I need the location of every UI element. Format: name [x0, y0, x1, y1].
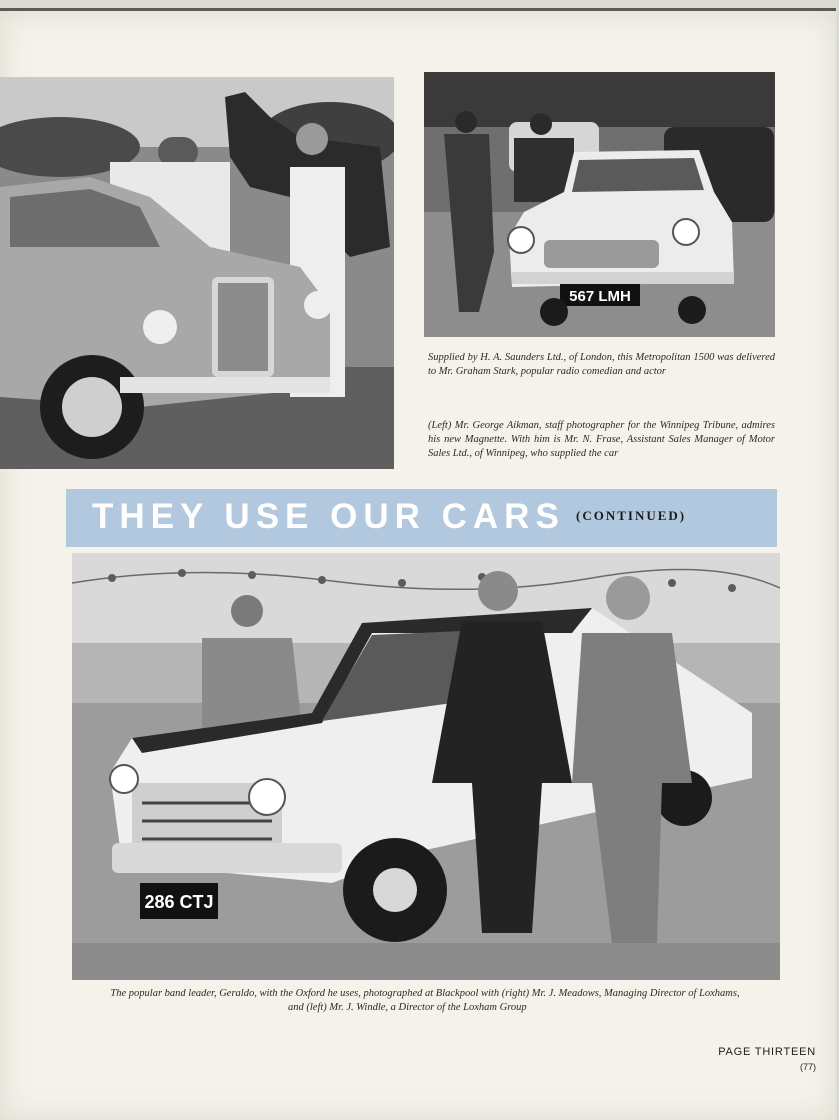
oxford-plate: 286 CTJ	[144, 892, 214, 912]
magazine-page	[0, 8, 836, 1120]
magnette-caption: (Left) Mr. George Aikman, staff photographer for the Winnipeg Tribune, admires his new Magnette. With him is Mr. N. Frase, Assistant Sales Manager of Motor Sales Ltd., of Winnipeg, who supplied the car	[428, 420, 775, 459]
oxford-caption	[66, 987, 784, 1015]
metropolitan-plate: 567 LMH	[569, 288, 631, 305]
page-label: PAGE THIRTEEN	[718, 1046, 816, 1058]
page-number: (77)	[799, 1062, 816, 1072]
page-folio	[718, 1046, 816, 1072]
oxford-photo	[72, 553, 780, 980]
banner-subtitle: (CONTINUED)	[576, 508, 687, 523]
metropolitan-caption: Supplied by H. A. Saunders Ltd., of London, this Metropolitan 1500 was delivered to Mr. Graham Stark, popular radio comedian and actor	[428, 352, 775, 377]
oxford-caption-line-2: and (left) Mr. J. Windle, a Director of the Loxham Group	[288, 1002, 527, 1013]
banner-title: THEY USE OUR CARS	[92, 497, 565, 536]
oxford-caption-line-1: The popular band leader, Geraldo, with the Oxford he uses, photographed at Blackpool with (right) Mr. J. Meadows, Managing Director of Loxhams,	[110, 988, 740, 999]
magnette-photo	[0, 77, 394, 469]
metropolitan-photo	[424, 72, 775, 337]
section-banner	[66, 489, 777, 547]
